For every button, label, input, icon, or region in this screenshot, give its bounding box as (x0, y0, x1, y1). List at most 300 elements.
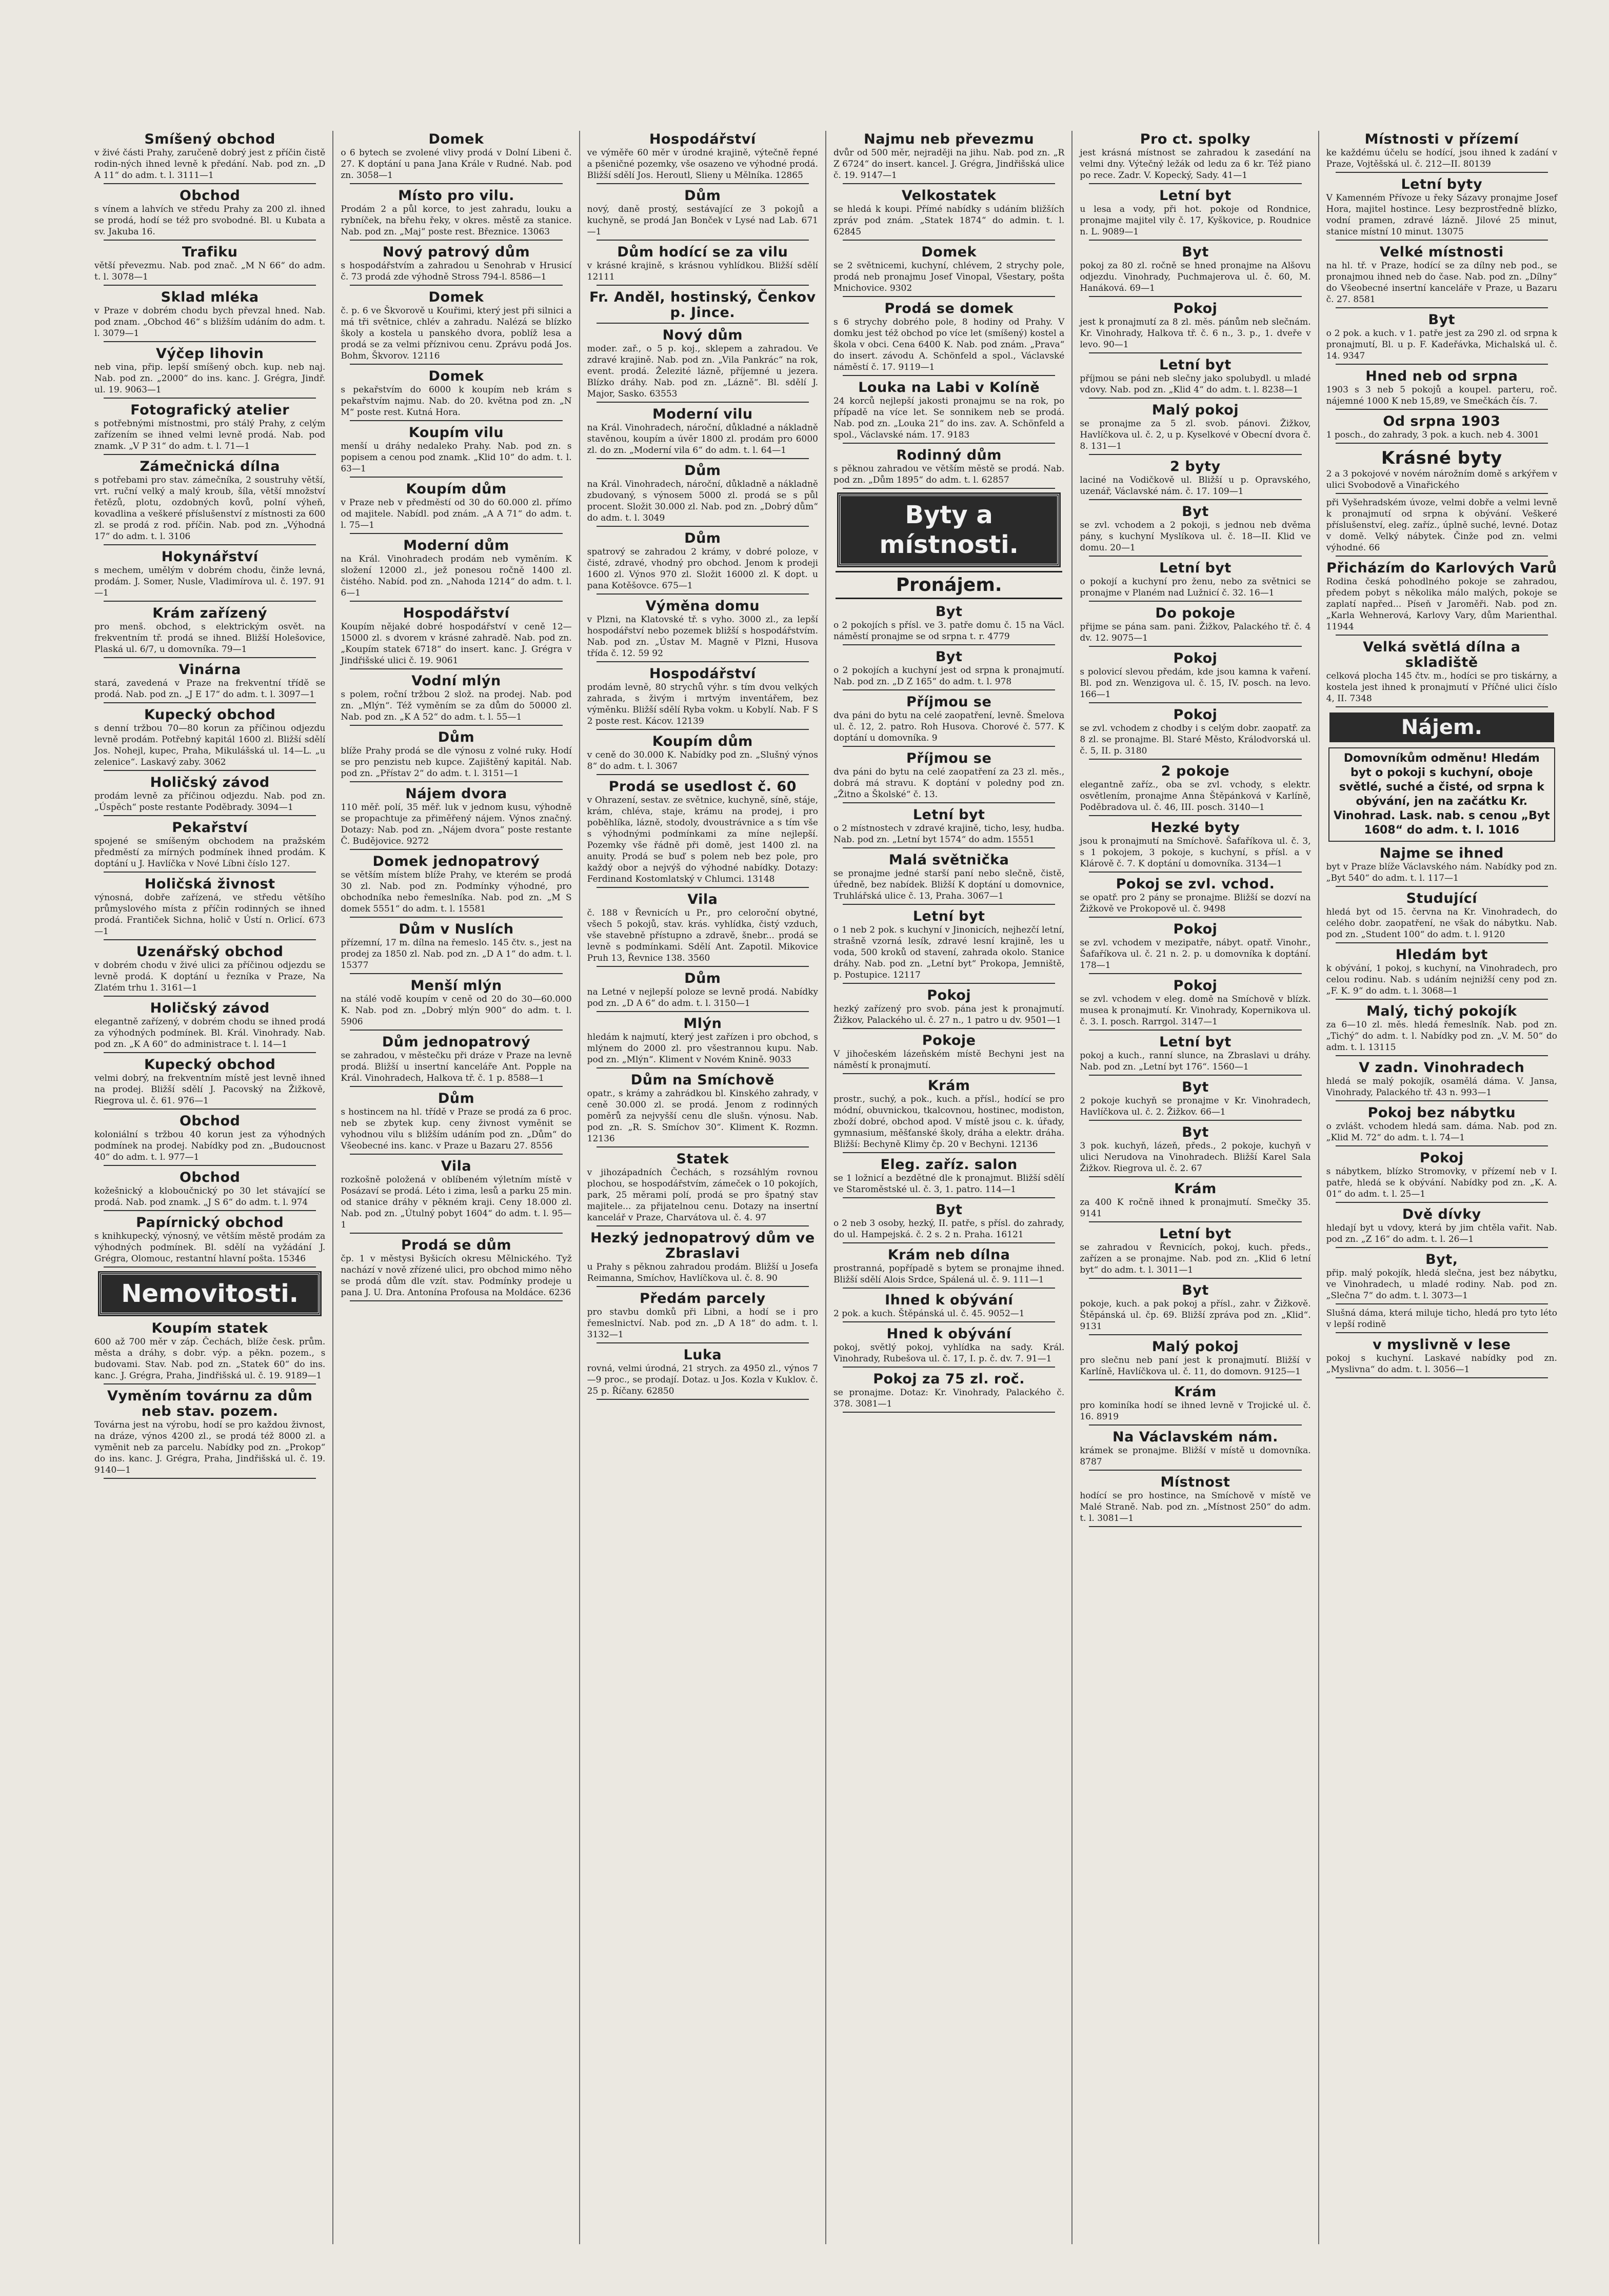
ad-divider (843, 296, 1055, 297)
classified-ad (1080, 1383, 1310, 1426)
ad-heading: Byt (935, 1202, 963, 1218)
ad-divider (597, 1342, 809, 1343)
ad-heading: Malý, tichý pokojík (1366, 1003, 1517, 1019)
classified-ad (94, 1000, 325, 1053)
classified-ad (341, 672, 571, 726)
ad-heading: Letní byt (1159, 188, 1231, 204)
ad-divider (597, 458, 809, 459)
classified-ad (587, 327, 818, 403)
ad-body: výnosná, dobře zařízená, ve středu většího průmyslového místa z příčin rodinných se ihned prodá. Frantiček Sichna, holič v Ústí n. Orlicí. 673—1 (94, 893, 326, 937)
ad-divider (597, 1067, 809, 1068)
ad-body: pro slečnu neb paní jest k pronajmutí. Bližší v Karlíně, Havlíčkova ul. č. 11, do domovn. 9125—1 (1080, 1355, 1311, 1377)
ad-heading: v myslivně v lese (1373, 1337, 1511, 1353)
ad-heading: Vyměním továrnu za dům neb stav. pozem. (107, 1388, 313, 1419)
ad-heading: Krám (1174, 1181, 1217, 1197)
classified-ad (94, 1169, 325, 1211)
classified-ad (341, 424, 571, 478)
classified-ad (1080, 187, 1310, 241)
classified-ad (341, 187, 571, 241)
ad-body: se pronajme. Dotaz: Kr. Vinohrady, Palackého č. 378. 3081—1 (833, 1388, 1065, 1409)
ad-heading: Letní byt (1159, 357, 1231, 373)
classified-ad (1080, 1079, 1310, 1121)
ad-body: s potřebami pro stav. zámečníka, 2 soustruhy větší, vrt. ruční velký a malý kroub, šíla, větší množství řetězů, plotu, ozdobných kovů, polní výheň, kovadlina a veškeré příslušenství z místnosti za 600 zl. se prodá z rod. příčin. Nab. pod zn. „Výhodná 17“ do adm. t. l. 3106 (94, 475, 326, 542)
ad-body: pro kominíka hodí se ihned levně v Trojické ul. č. 16. 8919 (1080, 1400, 1311, 1422)
classified-ad (587, 891, 818, 967)
ad-heading: Místnosti v přízemí (1364, 131, 1519, 147)
ad-divider (1089, 1470, 1301, 1471)
ad-divider (843, 802, 1055, 803)
classified-ad (833, 694, 1064, 747)
classified-ad (833, 131, 1064, 184)
classified-ad (94, 548, 325, 602)
ad-body: v Praze v dobrém chodu bych převzal hned. Nab. pod znam. „Obchod 46“ s bližším udáním do adm. t. l. 3079—1 (94, 306, 326, 339)
ad-divider (843, 1242, 1055, 1243)
ad-body: 110 měř. polí, 35 měř. luk v jednom kusu, výhodně se propachtuje za přiměřený nájem. Výnos značný. Dotazy: Nab. pod zn. „Nájem dvora“ poste restante Č. Budějovice. 9272 (341, 802, 572, 846)
classified-ad (587, 733, 818, 775)
classified-ad (94, 1056, 325, 1110)
ad-divider (1089, 1278, 1301, 1279)
ad-divider (843, 1367, 1055, 1368)
classified-ad (587, 1151, 818, 1226)
ad-heading: Hned neb od srpna (1365, 368, 1518, 384)
ad-heading: Domek (428, 368, 484, 384)
ad-heading: Holičský závod (150, 1000, 270, 1016)
ad-body: 1903 s 3 neb 5 pokojů a koupel. parteru, roč. nájemné 1000 K neb 15,89, ve Smečkách čís. 7. (1326, 385, 1557, 406)
classified-ad (341, 131, 571, 184)
classified-ad (1326, 1336, 1557, 1378)
ad-body: rovná, velmi úrodná, 21 strych. za 4950 zl., výnos 7—9 proc., se prodají. Dotaz. u Jos. Kozla v Kuklov. č. 25 p. Říčany. 62850 (587, 1363, 818, 1396)
ad-divider (1336, 1247, 1548, 1248)
ad-body: se zahradou, v městečku při dráze v Praze na levně prodá. Bližší u insertní kanceláře Ant. Popple na Král. Vinohradech, Halkova tř. č. 1 p. 8588—1 (341, 1051, 572, 1083)
classified-ad (833, 1032, 1064, 1074)
ad-body: přízemní, 17 m. dílna na řemeslo. 145 čtv. s., jest na prodej za 1850 zl. Nab. pod zn. „D A 1“ do adm. t. l. 15377 (341, 938, 572, 971)
classified-ad (341, 244, 571, 286)
classified-ad (1080, 605, 1310, 647)
ad-divider (1089, 1526, 1301, 1527)
classified-ad (1326, 131, 1557, 173)
ad-divider (597, 1399, 809, 1400)
ad-divider (350, 364, 562, 365)
ad-body: dvůr od 500 měr, nejraději na jihu. Nab. pod zn. „R Z 6724“ do insert. kancel. J. Grégra, Jindřišská ulice č. 19. 9147—1 (833, 148, 1065, 181)
ad-divider (1089, 646, 1301, 647)
ad-heading: Letní byt (912, 908, 985, 924)
ad-divider (104, 285, 316, 286)
ad-body: 24 korců nejlepší jakosti pronajmu se na rok, po případě na více let. Se sonnikem neb se prodá. Nab. pod zn. „Louka 21“ do ins. zav. A. Schönfeld a spol., Václavské nám. 17. 9183 (833, 396, 1065, 440)
ad-heading: Dům jednopatrový (382, 1034, 531, 1050)
ad-body: se zahradou v Řevnicích, pokoj, kuch. předs., zařízen a se pronajme. Nab. pod zn. „Klid 6 letní byt“ do adm. t. l. 3011—1 (1080, 1242, 1311, 1275)
classified-ad (94, 1214, 325, 1268)
ad-divider (104, 183, 316, 184)
classified-ad (1326, 1059, 1557, 1101)
ad-body: s polem, roční tržbou 2 slož. na prodej. Nab. pod zn. „Mlýn“. Též vyměním se za dům do 50000 zl. Nab. pod zn. „K A 52“ do adm. t. l. 55—1 (341, 689, 572, 722)
ad-body: pokoj, světlý pokoj, vyhlídka na sady. Král. Vinohrady, Rubešova ul. č. 17, I. p. č. dv. 7. 91—1 (833, 1342, 1065, 1364)
ad-divider (350, 973, 562, 974)
ad-heading: Byt (1182, 1282, 1209, 1298)
classified-ad (833, 187, 1064, 241)
ad-heading: Louka na Labi v Kolíně (858, 380, 1040, 395)
column-6 (1318, 131, 1564, 2244)
ad-heading: Přicházím do Karlových Varů (1326, 560, 1557, 576)
ad-heading: Hospodářství (403, 605, 510, 621)
ad-divider (1089, 183, 1301, 184)
ad-body: č. 188 v Řevnicích u Pr., pro celoroční obytné, všech 5 pokojů, stav. krás. vyhlídka, čistý vzduch, vše stavebně přístupno a zdravě, šnebr... prodá se levně s podmínkami. Sdělí Ant. Zapotil. Mikovice Pruh 13, Řevnice 138. 3560 (587, 908, 818, 963)
ad-divider (1089, 296, 1301, 297)
ad-body: na Letné v nejlepší poloze se levně prodá. Nabídky pod zn. „D A 6“ do adm. t. l. 3150—1 (587, 987, 818, 1008)
ad-divider (104, 1383, 316, 1384)
ad-body: na Král. Vinohradech, nároční, důkladně a nákladně zbudovaný, s výnosem 5000 zl. prodá se s půl procent. Složit 30.000 zl. Nab. pod zn. „Dobrý dům“ do adm. t. l. 3049 (587, 479, 818, 523)
ad-heading: Letní byt (1159, 1226, 1231, 1242)
section-banner: Nemovitosti. (100, 1273, 320, 1315)
classified-ad (833, 648, 1064, 690)
ad-heading: Vodní mlýn (411, 673, 501, 689)
ad-body: se pronajme jedné starší paní nebo slečně, čistě, úředně, bez nabídek. Bližší K doptání u domovnice, Truhlářská ulice č. 13, Praha. 3067—1 (833, 868, 1065, 901)
ad-body: č. p. 6 ve Škvorově u Kouřimi, který jest při silnici a má tři světnice, chlév a zahradu. Nalézá se blízko školy a kostela u panského dvora, poblíž lesa a prodá se za velmi příznivou cenu. Zprávu podá Jos. Bohm, Škvorov. 12116 (341, 306, 572, 361)
classified-ad (1080, 300, 1310, 353)
classified-ad (587, 131, 818, 184)
ad-heading: Do pokoje (1155, 605, 1236, 621)
ad-heading: Domek (428, 131, 484, 147)
ad-heading: Hezké byty (1150, 820, 1240, 836)
ad-body: pro stavbu domků při Libni, a hodí se i pro řemeslnictví. Nab. pod zn. „D A 18“ do adm. t. l. 3132—1 (587, 1307, 818, 1340)
ad-divider (597, 887, 809, 888)
ad-body: prostr., suchý, a pok., kuch. a přísl., hodící se pro módní, obuvnickou, tkalcovnou, hostinec, modiston, zboží dobré, obchod apod. V místě jsou c. k. úřady, gymnasium, měšťanské školy, dráha a elektr. dráha. Bližší: Bechyně Klimy čp. 20 v Bechyni. 12136 (833, 1094, 1065, 1150)
ad-divider (1336, 307, 1548, 308)
ad-heading: Menší mlýn (410, 978, 502, 994)
ad-heading: Dům (684, 530, 721, 546)
ad-body: Slušná dáma, která miluje ticho, hledá pro tyto léto v lepší rodině (1326, 1308, 1557, 1330)
ad-heading: Pokoj se zvl. vchod. (1116, 876, 1275, 892)
ad-body: pro menš. obchod, s elektrickým osvět. na frekventním tř. prodá se ihned. Bližší Holešovice, Plaská ul. 6/7, u domovníka. 79—1 (94, 622, 326, 655)
classified-ad (1080, 1338, 1310, 1380)
ad-body: ke každému účelu se hodící, jsou ihned k zadání v Praze, Vojtěšská ul. č. 212—II. 80139 (1326, 148, 1557, 169)
classified-ad (1326, 1150, 1557, 1203)
classified-ad (833, 1246, 1064, 1289)
classified-ad (94, 345, 325, 399)
ad-heading: Malý pokoj (1151, 1339, 1239, 1355)
ad-heading: Byt (1182, 1124, 1209, 1140)
ad-divider (597, 661, 809, 662)
ad-heading: Domek (428, 289, 484, 305)
ad-divider (1089, 973, 1301, 974)
classified-ad (587, 598, 818, 662)
ad-divider (597, 1286, 809, 1287)
ad-heading: Moderní dům (403, 538, 509, 553)
ad-divider (597, 729, 809, 730)
ad-heading: Byt, (1425, 1252, 1458, 1268)
ad-divider (350, 420, 562, 421)
ad-heading: Koupím dům (406, 481, 507, 497)
ad-body: opatr., s krámy a zahrádkou bl. Kinského zahrady, v ceně 30.000 zl. se prodá. Jenom z rodinných poměrů za nejvyšší cenu dle slušn. výnosu. Nab. pod zn. „R. S. Smíchov 30“. Kliment K. Rozmn. 12136 (587, 1088, 818, 1144)
classified-ad (1080, 402, 1310, 455)
ad-divider (1336, 443, 1548, 444)
ad-body: koloniální s tržbou 40 korun jest za výhodných podmínek na prodej. Nabídky pod zn. „Budoucnost 40“ do adm. t. l. 977—1 (94, 1130, 326, 1162)
ad-heading: Prodá se usedlost č. 60 (608, 779, 797, 795)
classified-ad (1080, 876, 1310, 918)
ad-body: prodám levně, 80 strychů výhr. s tím dvou velkých zahrada, s živým i mrtvým inventářem, bez výměnku. Bližší sdělí Ryba vokm. u Kobylí. Nab. F S 2 poste rest. Kácov. 12139 (587, 682, 818, 726)
ad-body: s vínem a lahvích ve středu Prahy za 200 zl. ihned se prodá, hodí se též pro svobodné. Bl. u Kubata a sv. Jakuba 16. (94, 204, 326, 237)
ad-divider (1336, 1303, 1548, 1304)
ad-body: 2 pokoje kuchyň se pronajme v Kr. Vinohradech, Havlíčkova ul. č. 2. Žižkov. 66—1 (1080, 1096, 1311, 1117)
ad-heading: Moderní vilu (652, 406, 753, 422)
ad-divider (350, 917, 562, 918)
classified-ad (341, 1090, 571, 1155)
classified-ad (1080, 819, 1310, 873)
ad-divider (104, 1266, 316, 1268)
ad-body: s nábytkem, blízko Stromovky, v přízemí neb v I. patře, hledá se k obývání. Nabídky pod zn. „K. A. 01“ do adm. t. l. 25—1 (1326, 1166, 1557, 1199)
column-1 (87, 131, 332, 2244)
classified-ad (341, 1034, 571, 1087)
classified-ad (1326, 311, 1557, 365)
ad-heading: Krám (1174, 1384, 1217, 1400)
ad-heading: Uzenářský obchod (136, 944, 284, 960)
ad-divider (597, 402, 809, 403)
ad-divider (843, 1197, 1055, 1198)
ad-body: pokoj a kuch., ranní slunce, na Zbraslavi u dráhy. Nab. pod zn. „Letní byt 176“. 1560—1 (1080, 1051, 1311, 1072)
classified-ad (1326, 946, 1557, 1000)
ad-heading: Trafiku (182, 244, 238, 260)
ad-body: dva páni do bytu na celé zaopatření, levně. Šmelova ul. č. 12, 2. patro. Roh Husova. Chorové č. 577. K doptání u domovníka. 9 (833, 710, 1065, 743)
ad-heading: Papírnický obchod (136, 1215, 284, 1231)
column-3 (579, 131, 825, 2244)
classified-ad (833, 806, 1064, 848)
ad-divider (843, 644, 1055, 645)
section-subheading: Pronájem. (836, 571, 1062, 599)
classified-ad (1080, 560, 1310, 602)
ad-heading: Malá světnička (888, 852, 1009, 868)
ad-body: spojené se smíšeným obchodem na pražském předměstí za mírných podmínek ihned prodám. K doptání u J. Havlíčka v Nové Líbni číslo 127. (94, 836, 326, 869)
ad-divider (104, 1165, 316, 1166)
ad-heading: Holičský závod (150, 775, 270, 790)
ad-divider (350, 601, 562, 602)
ad-heading: Dům (438, 729, 475, 745)
classified-ad (341, 853, 571, 918)
classified-ad (587, 778, 818, 888)
classified-ad (94, 774, 325, 816)
ad-heading: Malý pokoj (1151, 402, 1239, 418)
ad-body: v Praze neb v předměstí od 30 do 60.000 zl. přímo od majitele. Nabídl. pod znám. „A A 71“ do adm. t. l. 75—1 (341, 498, 572, 530)
ad-heading: Krám zařízený (152, 605, 268, 621)
ad-heading: Najmu neb převezmu (864, 131, 1035, 147)
section-bar-heading: Nájem. (1329, 712, 1554, 742)
ad-divider (1336, 1332, 1548, 1333)
ad-heading: Výměna domu (645, 598, 760, 614)
ad-heading: Luka (683, 1347, 722, 1363)
ad-body: se 2 světnicemi, kuchyní, chlévem, 2 strychy pole, prodá neb pronajmu Josef Vinopal, Všestary, pošta Mnichovice. 9302 (833, 261, 1065, 293)
ad-body: se opatř. pro 2 pány se pronajme. Bližší se dozví na Žižkově ve Prokopově ul. č. 9498 (1080, 893, 1311, 914)
ad-body: v Plzni, na Klatovské tř. s vyho. 3000 zl., za lepší hospodářství nebo pozemek bližší s hospodářstvím. Nab. pod zn. „Ústav M. Magně v Plzni, Husova třída č. 12. 59 92 (587, 615, 818, 659)
ad-divider (1336, 886, 1548, 887)
ad-heading: Místnost (1160, 1474, 1230, 1490)
ad-body: rozkošně položená v oblíbeném výletním místě v Posázaví se prodá. Léto i zima, lesů a parku 25 min. od stanice dráhy v pěkném kraji. Ceny 18.000 zl. Nab. pod zn. „Útulný pobyt 1604“ do adm. t. l. 95—1 (341, 1175, 572, 1230)
ad-divider (843, 847, 1055, 848)
classified-ad (1326, 176, 1557, 241)
ad-body: se pronajme za 5 zl. svob. pánovi. Žižkov, Havlíčkova ul. č. 2, u p. Kyselkové v Obecní dvora č. 8. 131—1 (1080, 419, 1311, 451)
classified-ad (1326, 447, 1557, 494)
ad-divider (104, 341, 316, 342)
ad-divider (350, 1233, 562, 1234)
ad-body: Rodina česká pohodlného pokoje se zahradou, předem pobyt s několika málo malých, pokoje se zaplatí napřed... Píseň v Jaroměři. Nab. pod zn. „Karla Wehnerová, Karlovy Vary, dům Marienthal. 11944 (1326, 577, 1557, 632)
classified-ad (94, 1113, 325, 1166)
column-5 (1071, 131, 1318, 2244)
classified-ad (94, 402, 325, 455)
classified-ad (94, 289, 325, 342)
ad-divider (1089, 1221, 1301, 1222)
ad-divider (1336, 556, 1548, 557)
classified-ad (587, 1290, 818, 1343)
ad-body: kožešnický a kloboučnický po 30 let stávající se prodá. Nab. pod znamk. „J S 6“ do adm. t. l. 974 (94, 1186, 326, 1208)
classified-ad (1080, 131, 1310, 184)
classified-ad (587, 406, 818, 459)
ad-divider (1089, 499, 1301, 500)
ad-body: o 2 pok. a kuch. v 1. patře jest za 290 zl. od srpna k pronajmutí, Bl. u p. F. Kadeřávka, Michalská ul. č. 14. 9347 (1326, 328, 1557, 361)
ad-divider (104, 939, 316, 940)
ad-divider (1336, 1202, 1548, 1203)
ad-body: velmi dobrý, na frekventním místě jest levně ihned na prodej. Bližší sdělí J. Pacovský na Žižkově, Riegrova ul. č. 61. 976—1 (94, 1073, 326, 1106)
classified-ad (341, 537, 571, 602)
ad-heading: Krám neb dílna (887, 1247, 1010, 1263)
ad-divider (350, 477, 562, 478)
ad-body: v ceně do 30.000 K. Nabídky pod zn. „Slušný výnos 8“ do adm. t. l. 3067 (587, 750, 818, 771)
ad-divider (1089, 702, 1301, 703)
ad-divider (104, 702, 316, 703)
ad-heading: Dům (684, 971, 721, 986)
ad-body: se zvl. vchodem z chodby i s celým dobr. zaopatř. za 8 zl. se pronajme. Bl. Staré Město, Králodvorská ul. č. 5, II. p. 3180 (1080, 723, 1311, 756)
ad-divider (1089, 352, 1301, 353)
ad-body: celková plocha 145 čtv. m., hodíci se pro tiskárny, a kostela jest ihned k pronajmutí v Příčné ulici číslo 4, II. 7348 (1326, 671, 1557, 704)
ad-heading: Letní byt (912, 807, 985, 823)
classified-ad (1326, 244, 1557, 308)
ad-divider (1089, 556, 1301, 557)
classified-ad (1080, 1225, 1310, 1279)
ad-body: s potřebnými místnostmi, pro stálý Prahy, z celým zařízením se ihned velmi levně prodá. Nab. pod znamk. „V P 31“ do adm. t. l. 71—1 (94, 419, 326, 451)
ad-heading: Mlýn (683, 1016, 722, 1032)
ad-body: k obývání, 1 pokoj, s kuchyní, na Vinohradech, pro celou rodinu. Nab. s udáním nejnižší ceny pod zn. „F. K. 9“ do adm. t. l. 3068—1 (1326, 963, 1557, 996)
ad-heading: Nájem dvora (405, 786, 507, 802)
ad-heading: Místo pro vilu. (398, 188, 514, 204)
ad-heading: Ihned k obývání (885, 1292, 1014, 1308)
ad-heading: Hokynářství (161, 549, 259, 565)
ad-divider (1336, 409, 1548, 410)
ad-heading: Velké místnosti (1379, 244, 1504, 260)
ad-heading: Pokoje (922, 1033, 976, 1048)
ad-body: spatrový se zahradou 2 krámy, v dobré poloze, v čisté, zdravé, vhodný pro obchod. Jenom k prodeji 1600 zl. Výnos 970 zl. Složit 16000 zl. K dopt. u pana Kotěšovce. 675—1 (587, 547, 818, 591)
ad-divider (1089, 1176, 1301, 1177)
ad-divider (104, 454, 316, 455)
ad-heading: Dům (684, 188, 721, 204)
ad-heading: Nový dům (662, 327, 743, 343)
ad-heading: Hned k obývání (886, 1326, 1011, 1342)
ad-heading: Příjmou se (906, 694, 992, 710)
classified-ad (94, 943, 325, 997)
ad-body: ve výměře 60 měr v úrodné krajině, výtečně řepné a pšeničné pozemky, vše osazeno ve výhodné prodá. Bližší sdělí Jos. Heroutl, Slieny u Mělníka. 12865 (587, 148, 818, 181)
classified-ad (341, 1158, 571, 1234)
ad-heading: Byt (1182, 504, 1209, 520)
classified-ad (341, 729, 571, 782)
ad-heading: Dům (684, 463, 721, 479)
ad-body: o 2 pokojích s přísl. ve 3. patře domu č. 15 na Václ. náměstí pronajme se od srpna t. r. 4779 (833, 620, 1065, 642)
classified-ad (94, 244, 325, 286)
ad-body: hledá se malý pokojík, osamělá dáma. V. Jansa, Vinohrady, Palackého tř. 43 n. 993—1 (1326, 1076, 1557, 1098)
ad-divider (350, 725, 562, 726)
ad-divider (597, 285, 809, 286)
classified-ad (341, 1237, 571, 1301)
ad-body: se zvl. vchodem a 2 pokoji, s jednou neb dvěma pány, s kuchyní Myslíkova ul. č. 18—II. Klid ve domu. 20—1 (1080, 520, 1311, 553)
ad-divider (843, 240, 1055, 241)
ad-heading: Pokoj (1173, 650, 1218, 666)
classified-ad (94, 819, 325, 873)
ad-divider (1336, 493, 1548, 494)
ad-heading: Prodá se dům (401, 1237, 512, 1253)
classified-ad (341, 289, 571, 365)
ad-heading: Obchod (179, 188, 241, 204)
ad-body: 1 posch., do zahrady, 3 pok. a kuch. neb 4. 3001 (1326, 430, 1539, 440)
ad-divider (1089, 454, 1301, 455)
classified-ad (587, 244, 818, 286)
ad-body: v krásné krajině, s krásnou vyhlídkou. Bližší sdělí 12111 (587, 261, 818, 282)
ad-divider (597, 323, 809, 324)
ad-divider (843, 1152, 1055, 1153)
classified-ad (587, 187, 818, 241)
ad-heading: Byt (1428, 312, 1456, 328)
classified-ad (1326, 890, 1557, 943)
ad-body: větší převezmu. Nab. pod znač. „M N 66“ do adm. t. l. 3078—1 (94, 261, 326, 282)
classified-ad (833, 750, 1064, 803)
classified-ad (1326, 1251, 1557, 1304)
ad-divider (843, 183, 1055, 184)
ad-heading: Vila (687, 892, 718, 907)
ad-heading: Příjmou se (906, 750, 992, 766)
ad-heading: Dům v Nuslích (399, 921, 514, 937)
ad-body: o 1 neb 2 pok. s kuchyní v Jinonicích, nejhezčí letní, strašně vzorná lesík, zdravé lesní krajině, les u voda, 500 kroků od stavení, zahrada okolo. Stanice dráhy. Nab. pod zn. „Letní byt“ Prokopa, Jemniště, p. Postupice. 12117 (833, 925, 1065, 980)
ad-body: dva páni do bytu na celé zaopatření za 23 zl. měs., dobrá má stravu. K doptání v poledny pod zn. „Žitno a Školské“ č. 13. (833, 767, 1065, 800)
ad-divider (843, 1073, 1055, 1074)
classified-ad (341, 605, 571, 669)
classified-ad (587, 1347, 818, 1400)
ad-body: moder. zař., o 5 p. koj., sklepem a zahradou. Ve zdravé krajině. Nab. pod zn. „Vila Pankrác“ na rok, event. prodá. Železité lázně, příjemné u jezera. Blízko dráhy. Nab. pod zn. „Lázně“. Bl. sdělí J. Major, Sasko. 63553 (587, 344, 818, 399)
ad-body: s hospodářstvím a zahradou u Senohrab v Hrusicí č. 73 prodá zde výhodně Stross 794-l. 8586—1 (341, 261, 572, 282)
ad-body: se větším místem blíže Prahy, ve kterém se prodá 30 zl. Nab. pod zn. Podmínky výhodné, pro obchodníka nebo řemeslníka. Nab. pod zn. „M S domek 5551“ do adm. t. l. 15581 (341, 870, 572, 914)
ad-divider (843, 443, 1055, 444)
ad-body: jest krásná místnost se zahradou k zasedání na velmi dny. Výtečný ležák od ledu za 6 kr. Též piano po rece. Zadr. V. Kopecký, Sady. 41—1 (1080, 148, 1311, 181)
ad-body: prostranná, popřípadě s bytem se pronajme ihned. Bližší sdělí Alois Srdce, Spálená ul. č. 9. 111—1 (833, 1263, 1065, 1285)
classified-ad (341, 481, 571, 534)
ad-body: o 2 místnostech v zdravé krajině, ticho, lesy, hudba. Nab. pod zn. „Letní byt 1574“ do adm. 15551 (833, 823, 1065, 845)
boxed-advertisement (1328, 747, 1555, 842)
ad-heading: Dvě dívky (1402, 1206, 1481, 1222)
ad-divider (1089, 759, 1301, 760)
ad-divider (843, 1288, 1055, 1289)
ad-body: za 6—10 zl. měs. hledá řemeslník. Nab. pod zn. „Tichý“ do adm. t. l. Nabídky pod zn. „V. M. 50“ do adm. t. l. 13115 (1326, 1020, 1557, 1053)
ad-body: V jihočeském lázeňském místě Bechyni jest na náměstí k pronajmutí. (833, 1049, 1065, 1071)
classified-ad (1080, 1124, 1310, 1177)
ad-body: při Vyšehradském úvoze, velmi dobře a velmi levně k pronajmutí od srpna k obývání. Veškeré příslušenství, eleg. zaříz., úplně suché, levné. Dotaz v domě. Velký nábytek. Činže pod zn. velmi výhodné. 66 (1326, 498, 1557, 553)
classified-ad (94, 661, 325, 703)
ad-heading: Prodá se domek (884, 301, 1014, 316)
ad-divider (843, 1321, 1055, 1322)
classified-ad (1080, 763, 1310, 816)
classified-ad (833, 603, 1064, 645)
ad-heading: Velkostatek (901, 188, 997, 204)
ad-heading: 2 byty (1170, 459, 1221, 474)
ad-divider (597, 1225, 809, 1226)
ad-body: laciné na Vodičkově ul. Bližší u p. Opravského, uzenář, Václavské nám. č. 17. 109—1 (1080, 475, 1311, 497)
ad-divider (1089, 872, 1301, 873)
classified-ad (1326, 413, 1557, 444)
ad-heading: Byt (1182, 1079, 1209, 1095)
classified-ad (587, 1072, 818, 1147)
classified-ad (341, 977, 571, 1031)
ad-divider (1089, 1424, 1301, 1426)
